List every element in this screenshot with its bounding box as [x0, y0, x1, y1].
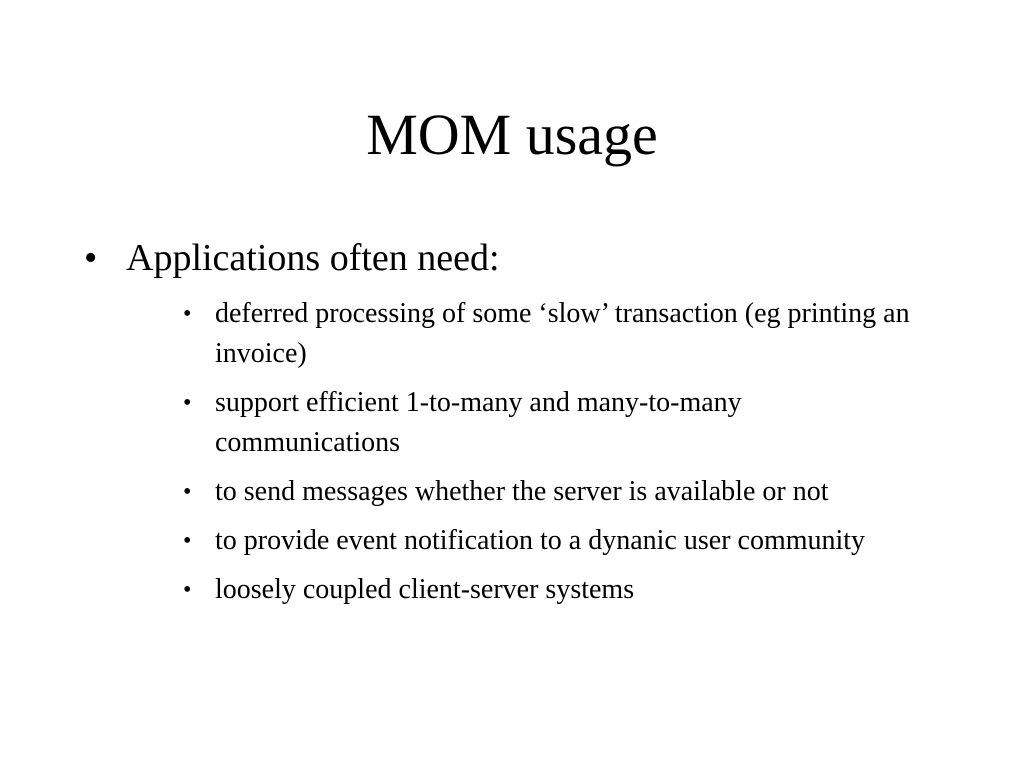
bullet-marker: • — [183, 390, 192, 416]
sub-bullet-item — [183, 472, 943, 512]
bullet-marker: • — [183, 528, 192, 554]
bullet-marker: • — [183, 301, 192, 327]
bullet-marker: • — [84, 237, 98, 279]
sub-bullet-text: support efficient 1-to-many and many-to-many communications — [215, 387, 742, 458]
sub-bullet-text: deferred processing of some ‘slow’ transaction (eg printing an invoice) — [215, 298, 910, 369]
slide-title: MOM usage — [366, 102, 658, 167]
main-bullet-text: Applications often need: — [126, 237, 500, 279]
sub-bullet-text: to provide event notification to a dynanic user community — [215, 525, 866, 556]
sub-bullet-text: loosely coupled client-server systems — [215, 574, 635, 605]
sub-bullet-item — [183, 521, 943, 561]
bullet-marker: • — [183, 577, 192, 603]
sub-bullet-list — [183, 294, 943, 619]
sub-bullet-item — [183, 294, 943, 374]
sub-bullet-item — [183, 383, 943, 463]
sub-bullet-text: to send messages whether the server is available or not — [215, 476, 829, 507]
sub-bullet-item — [183, 570, 943, 610]
bullet-marker: • — [183, 479, 192, 505]
main-bullet — [84, 232, 944, 284]
